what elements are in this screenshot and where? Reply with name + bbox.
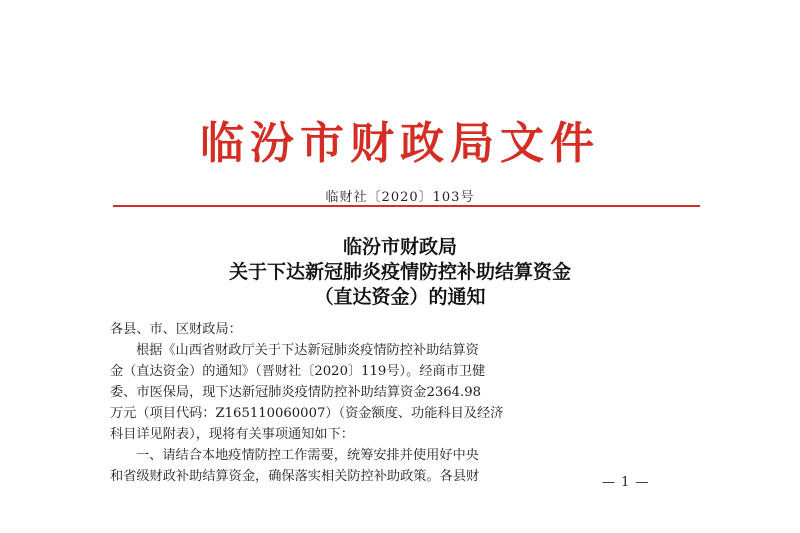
document-number: 临财社〔2020〕103号 bbox=[325, 190, 475, 205]
body-line: 一、请结合本地疫情防控工作需要，统筹安排并使用好中央 bbox=[136, 448, 479, 463]
issuer-masthead: 临汾市财政局文件 bbox=[200, 118, 600, 169]
salutation: 各县、市、区财政局： bbox=[110, 322, 242, 337]
page-number: — 1 — bbox=[602, 475, 650, 490]
red-divider bbox=[113, 205, 700, 207]
body-line: 委、市医保局，现下达新冠肺炎疫情防控补助结算资金2364.98 bbox=[110, 385, 482, 400]
title-line-2: 关于下达新冠肺炎疫情防控补助结算资金 bbox=[228, 261, 571, 283]
title-line-1: 临汾市财政局 bbox=[342, 236, 457, 258]
body-line: 科目详见附表），现将有关事项通知如下： bbox=[110, 427, 354, 442]
title-line-3: （直达资金）的通知 bbox=[314, 286, 486, 308]
body-line: 万元（项目代码：Z165110060007）（资金额度、功能科目及经济 bbox=[110, 406, 504, 421]
body-line: 金（直达资金）的通知》（晋财社〔2020〕119号）。经商市卫健 bbox=[110, 364, 486, 379]
body-line: 根据《山西省财政厅关于下达新冠肺炎疫情防控补助结算资 bbox=[136, 343, 479, 358]
body-line: 和省级财政补助结算资金，确保落实相关防控补助政策。各县财 bbox=[110, 469, 480, 484]
